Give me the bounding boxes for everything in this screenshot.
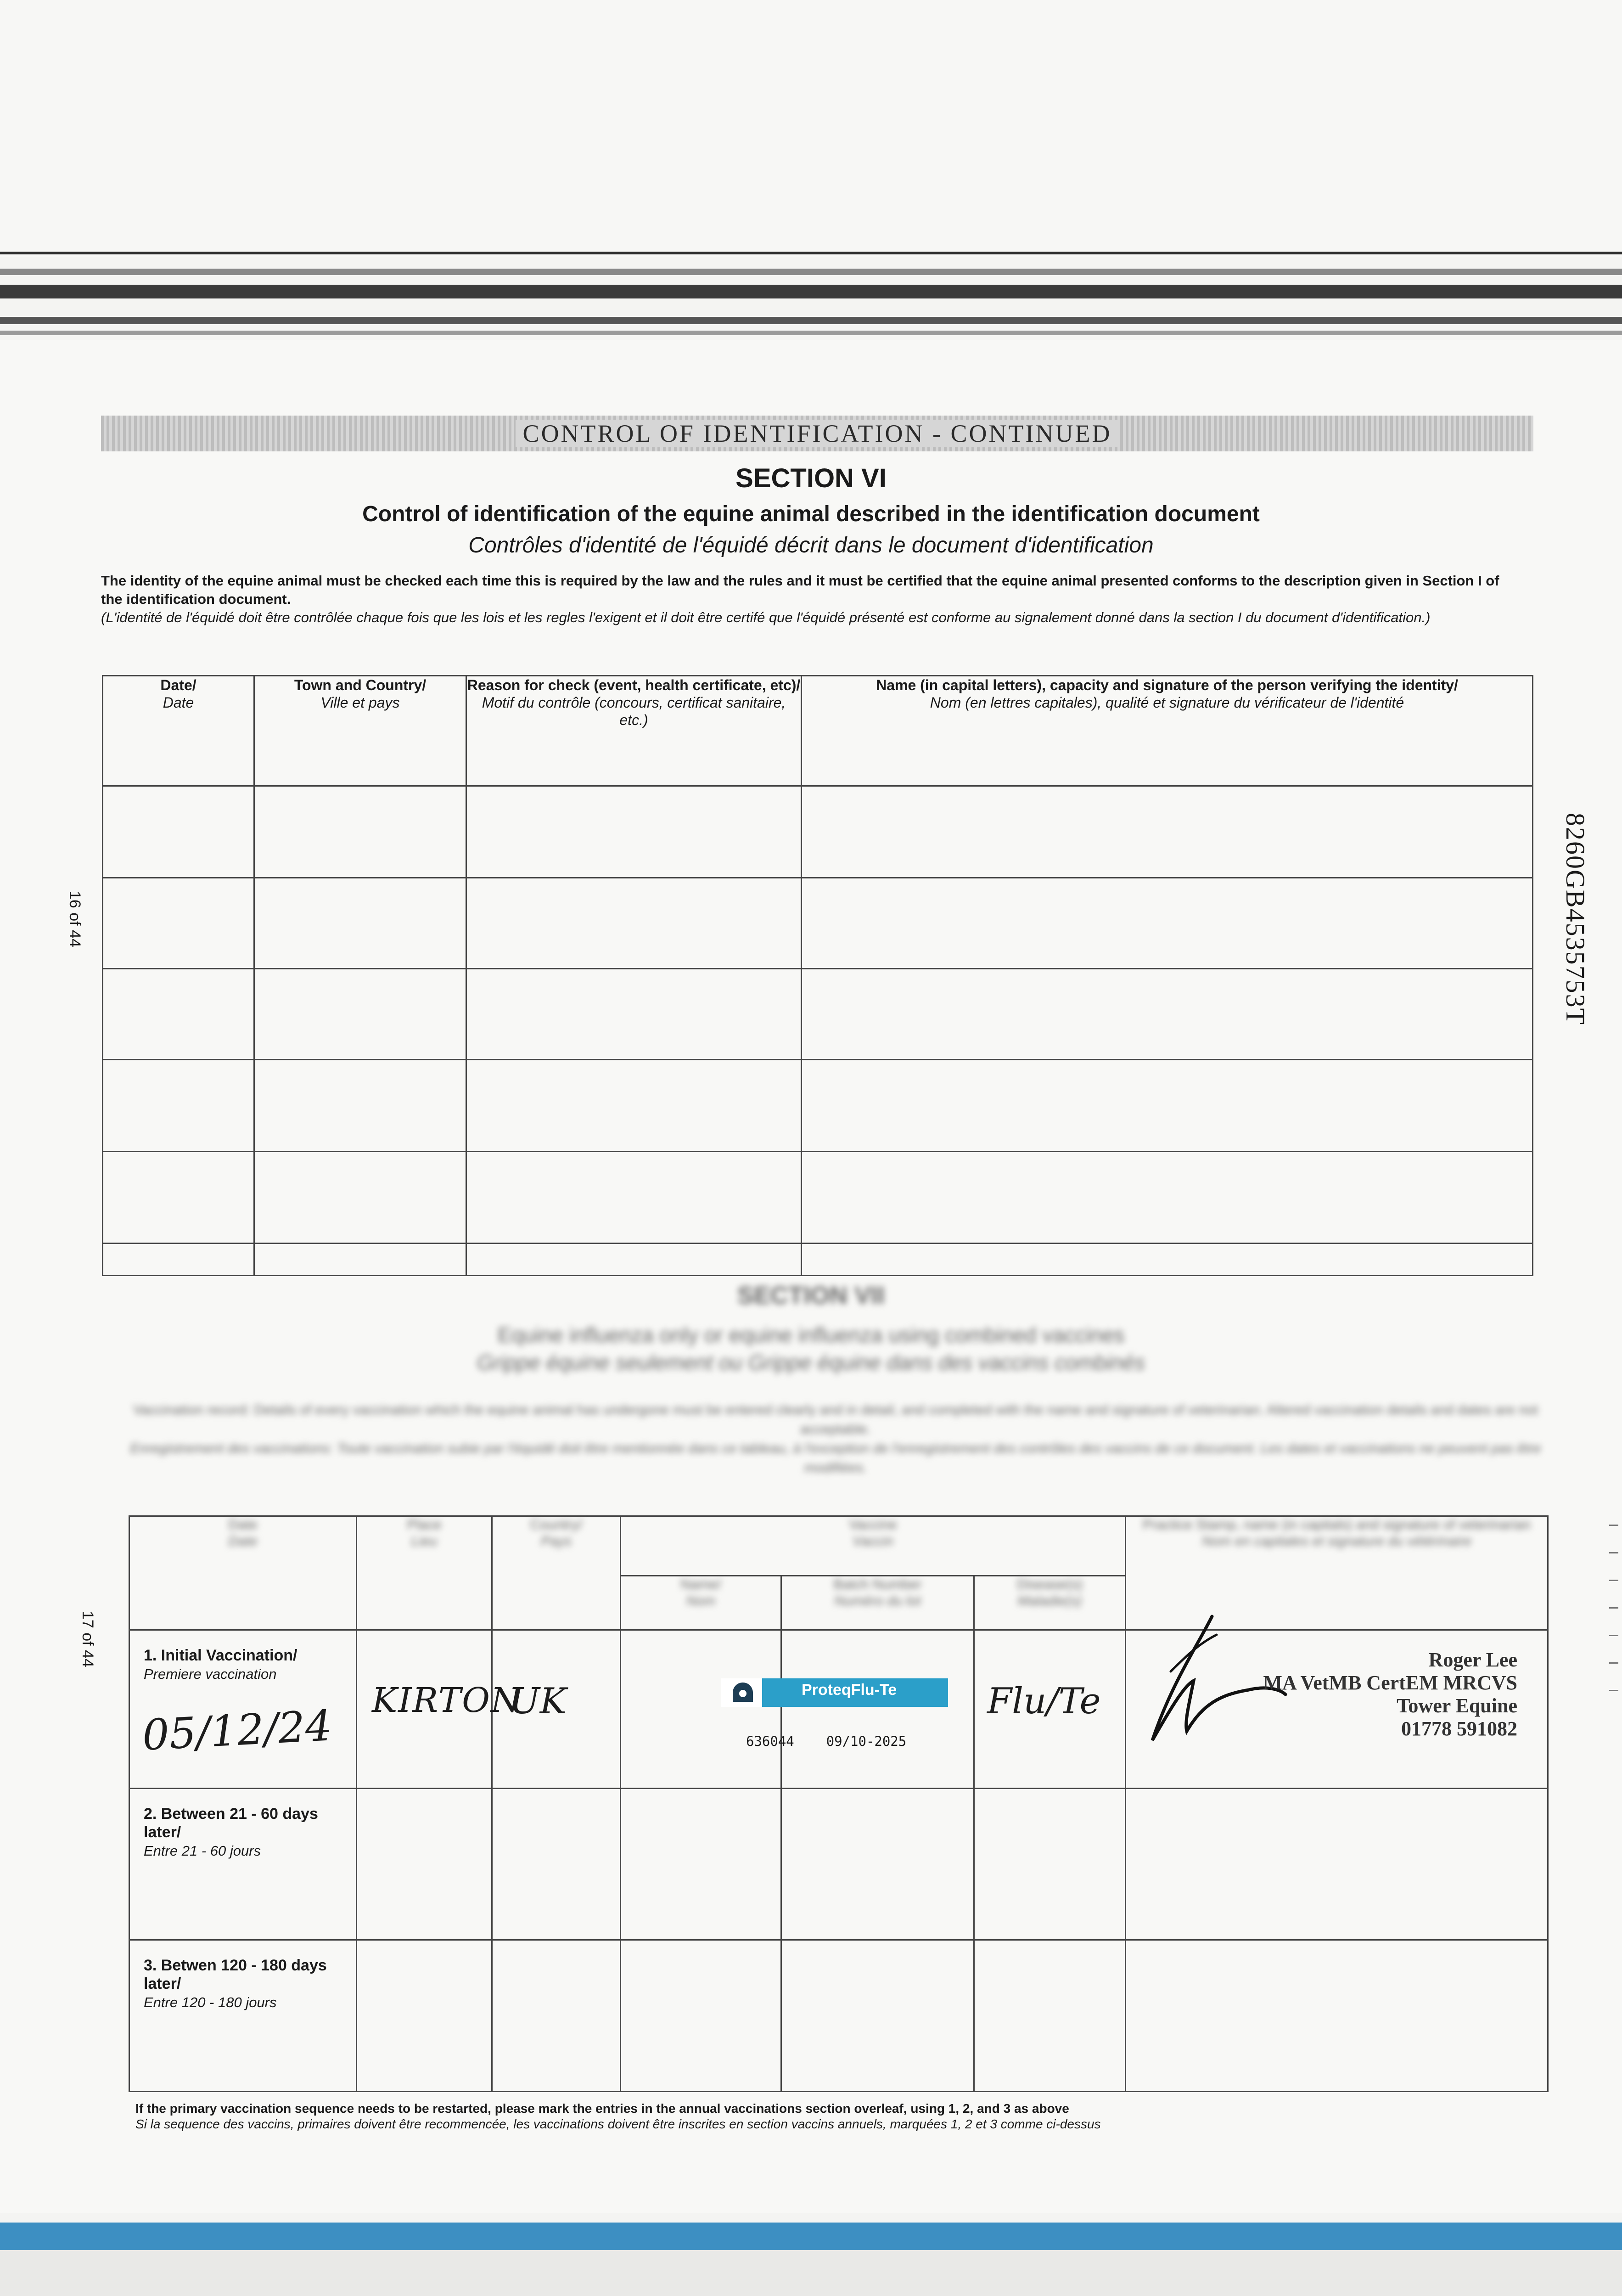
- cell[interactable]: [492, 1789, 621, 1940]
- section-banner: CONTROL OF IDENTIFICATION - CONTINUED: [101, 416, 1533, 451]
- cell[interactable]: [802, 1060, 1533, 1152]
- handwritten-country: UK: [510, 1681, 567, 1722]
- cell[interactable]: [103, 878, 254, 969]
- cell[interactable]: [254, 1060, 466, 1152]
- col-date: Date/ Date: [103, 676, 254, 786]
- col-country: Country/ Pays: [492, 1516, 621, 1630]
- intro7-fr: Enregistrement des vaccinations: Toute vaccination subie par l'équidé doit être mentionnée dans ce tableau, à l'exception de l'enregistrement des contrôles des vaccins de ce document. Les dates et vaccinations ne peuvent pas être modifiées.: [130, 1441, 1541, 1475]
- col-disease: Disease(s) Maladie(s): [974, 1576, 1126, 1630]
- page-number-bottom: 17 of 44: [79, 1611, 96, 1667]
- cell[interactable]: [254, 786, 466, 878]
- cell[interactable]: [974, 1789, 1126, 1940]
- cell[interactable]: [466, 1152, 802, 1244]
- cell[interactable]: [466, 786, 802, 878]
- page-number-top: 16 of 44: [66, 891, 84, 947]
- table-row: [103, 786, 1533, 878]
- cell[interactable]: [621, 1940, 781, 2092]
- cell[interactable]: [357, 1940, 492, 2092]
- cell[interactable]: [1126, 1940, 1548, 2092]
- col-date: Date Date: [129, 1516, 357, 1630]
- cell[interactable]: [103, 1060, 254, 1152]
- edge-tick: [1609, 1690, 1618, 1691]
- vaccine-brand-icon: [730, 1681, 758, 1705]
- handwritten-date: 05/12/24: [141, 1701, 333, 1760]
- row-label-second: 2. Between 21 - 60 days later/ Entre 21 - 60 jours: [129, 1789, 357, 1940]
- cell[interactable]: [254, 969, 466, 1060]
- edge-tick: [1609, 1662, 1618, 1664]
- vet-practice-stamp: [1260, 1649, 1517, 1740]
- table-row: [129, 1789, 1548, 1940]
- col-vaccine-name: Name/ Nom: [621, 1576, 781, 1630]
- section-vi-heading: SECTION VI: [735, 463, 887, 493]
- edge-tick: [1609, 1552, 1618, 1553]
- col-reason: Reason for check (event, health certificate, etc)/ Motif du contrôle (concours, certificat sanitaire, etc.): [466, 676, 802, 786]
- identification-check-table: [102, 675, 1533, 1276]
- cell[interactable]: [802, 1244, 1533, 1276]
- batch-line: [746, 1733, 906, 1749]
- section-vi-title: Control of identification of the equine animal described in the identification document: [362, 502, 1260, 526]
- table-row: [103, 1244, 1533, 1276]
- batch-expiry: 09/10-2025: [826, 1733, 907, 1749]
- cell[interactable]: [621, 1789, 781, 1940]
- handwritten-disease: Flu/Te: [987, 1681, 1101, 1722]
- footnote-fr: Si la sequence des vaccins, primaires doivent être recommencée, les vaccinations doivent être inscrites en section vaccins annuels, marquées 1, 2 et 3 comme ci-dessus: [135, 2117, 1101, 2131]
- cell[interactable]: [103, 1152, 254, 1244]
- cell[interactable]: [466, 1244, 802, 1276]
- section-vii-intro: [129, 1401, 1543, 1478]
- table-row: [103, 878, 1533, 969]
- cell[interactable]: [621, 1630, 781, 1789]
- intro-en: The identity of the equine animal must be checked each time this is required by the law and the rules and it must be certified that the equine animal presented conforms to the description given in Section I of the identification document.: [101, 573, 1499, 607]
- edge-tick: [1609, 1525, 1618, 1526]
- table-row: [103, 1060, 1533, 1152]
- edge-tick: [1609, 1607, 1618, 1609]
- cell[interactable]: [466, 878, 802, 969]
- intro-fr: (L'identité de l'équidé doit être contrôlée chaque fois que les lois et les regles l'exigent et il doit être certifé que l'équidé présenté est conforme au signalement donné dans la section I du document d'identification.): [101, 609, 1431, 625]
- table-header-row: [129, 1516, 1548, 1576]
- section-vii-title: Equine influenza only or equine influenza using combined vaccines: [497, 1323, 1125, 1347]
- intro7-en: Vaccination record: Details of every vaccination which the equine animal has undergone must be entered clearly and in detail, and completed with the name and signature of veterinarian. Altered vaccination details and dates are not acceptable.: [133, 1402, 1538, 1437]
- cell[interactable]: [103, 786, 254, 878]
- edge-tick: [1609, 1635, 1618, 1636]
- cell[interactable]: [802, 878, 1533, 969]
- table-row: [103, 1152, 1533, 1244]
- vaccine-sticker-logo: [721, 1678, 948, 1707]
- vet-phone: 01778 591082: [1401, 1717, 1517, 1740]
- scan-top-blank: [0, 0, 1622, 257]
- row-label-initial: 1. Initial Vaccination/ Premiere vaccination: [129, 1630, 357, 1789]
- scanner-edge: [0, 2250, 1622, 2296]
- cell[interactable]: [254, 1152, 466, 1244]
- col-verifier: Name (in capital letters), capacity and signature of the person verifying the identity/ Nom (en lettres capitales), qualité et signature du vérificateur de l'identité: [802, 676, 1533, 786]
- col-batch: Batch Number Numéro du lot: [781, 1576, 974, 1630]
- col-vaccine: Vaccine Vaccin: [621, 1516, 1126, 1576]
- section-vi-intro: [101, 572, 1524, 627]
- footnote: [135, 2101, 1559, 2132]
- footnote-en: If the primary vaccination sequence needs to be restarted, please mark the entries in the annual vaccinations section overleaf, using 1, 2, and 3 as above: [135, 2101, 1069, 2116]
- serial-number: 8260GB4535753T: [1560, 813, 1590, 1025]
- handwritten-place: KIRTON: [372, 1681, 522, 1720]
- col-place: Place Lieu: [357, 1516, 492, 1630]
- binder-edge: [0, 331, 1622, 335]
- binder-edge: [0, 252, 1622, 254]
- cell[interactable]: [781, 1789, 974, 1940]
- cell[interactable]: [781, 1940, 974, 2092]
- section-vii-heading: SECTION VII: [737, 1282, 885, 1309]
- binder-edge: [0, 317, 1622, 324]
- cell[interactable]: [103, 969, 254, 1060]
- table-header-row: [103, 676, 1533, 786]
- cell[interactable]: [466, 969, 802, 1060]
- cell[interactable]: [802, 786, 1533, 878]
- cell[interactable]: [802, 969, 1533, 1060]
- cell[interactable]: [781, 1630, 974, 1789]
- col-town-country: Town and Country/ Ville et pays: [254, 676, 466, 786]
- scanner-edge-blue: [0, 2223, 1622, 2250]
- cell[interactable]: [802, 1152, 1533, 1244]
- cell[interactable]: [974, 1940, 1126, 2092]
- vet-qualifications: MA VetMB CertEM MRCVS: [1263, 1671, 1517, 1694]
- binder-edge: [0, 285, 1622, 298]
- binder-edge: [0, 269, 1622, 275]
- cell[interactable]: [357, 1789, 492, 1940]
- table-row: [129, 1940, 1548, 2092]
- section-vi-title-fr: Contrôles d'identité de l'équidé décrit dans le document d'identification: [468, 533, 1154, 557]
- batch-number: 636044: [746, 1733, 794, 1749]
- cell[interactable]: [466, 1060, 802, 1152]
- vet-practice: Tower Equine: [1397, 1694, 1517, 1717]
- row-label-third: 3. Betwen 120 - 180 days later/ Entre 120 - 180 jours: [129, 1940, 357, 2092]
- vaccination-table: [129, 1515, 1549, 2092]
- vaccine-label: ProteqFlu-Te: [802, 1681, 897, 1699]
- cell[interactable]: [492, 1940, 621, 2092]
- edge-tick: [1609, 1580, 1618, 1581]
- section-vii-title-fr: Grippe équine seulement ou Grippe équine dans des vaccins combinés: [477, 1351, 1145, 1374]
- col-vet: Practice Stamp, name (in capitals) and signature of veterinarian Nom en capitales et signature du vétérinaire: [1126, 1516, 1548, 1630]
- table-row: [103, 969, 1533, 1060]
- cell[interactable]: [103, 1244, 254, 1276]
- cell[interactable]: [1126, 1789, 1548, 1940]
- vet-name: Roger Lee: [1428, 1649, 1517, 1671]
- cell[interactable]: [254, 878, 466, 969]
- cell[interactable]: [254, 1244, 466, 1276]
